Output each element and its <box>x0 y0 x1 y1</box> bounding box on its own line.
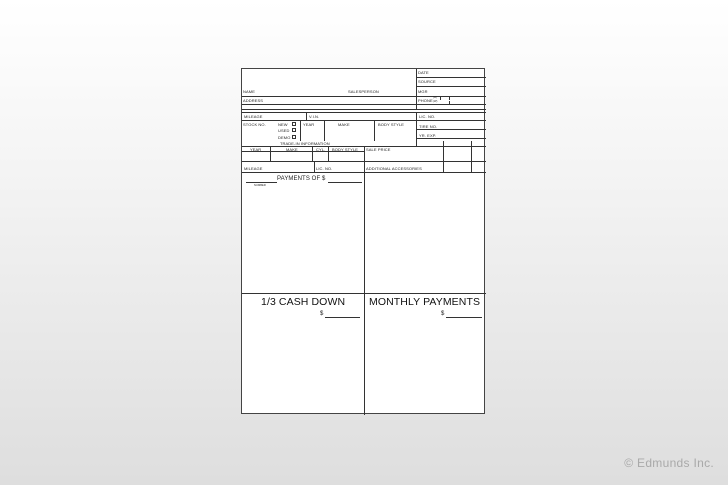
yr-exp-label: YR. EXP. <box>419 133 437 138</box>
rule-payments-split <box>242 293 486 294</box>
stock-no-label: STOCK NO. <box>243 122 266 127</box>
monthly-payments-title: MONTHLY PAYMENTS <box>369 296 481 308</box>
monthly-underline <box>446 317 482 318</box>
ti-body-style-label: BODY STYLE <box>332 147 359 152</box>
rule-date <box>416 77 486 78</box>
body-style-label: BODY STYLE <box>378 122 405 127</box>
used-checkbox[interactable] <box>292 128 296 132</box>
new-label: NEW <box>278 122 288 127</box>
address-label: ADDRESS <box>243 98 264 103</box>
year-label: YEAR <box>303 122 315 127</box>
number-label: NUMBER <box>254 184 266 187</box>
phone-label: PHONE <box>418 98 433 103</box>
ti-year-label: YEAR <box>250 147 262 152</box>
mgr-label: MGR <box>418 89 428 94</box>
tire-no-label: TIRE NO. <box>419 124 438 129</box>
demo-label: DEMO <box>278 135 291 140</box>
div-ti-make-cyl <box>312 146 313 161</box>
name-label: NAME <box>243 89 255 94</box>
source-label: SOURCE <box>418 79 436 84</box>
additional-accessories-label: ADDITIONAL ACCESSORIES <box>366 166 422 171</box>
phone-tick-3 <box>449 101 450 104</box>
salesperson-label: SALESPERSON <box>348 89 379 94</box>
payments-of-underline <box>328 182 362 183</box>
trade-in-title: TRADE-IN INFORMATION <box>280 141 330 146</box>
ti-lic-no-label: LIC. NO. <box>316 166 333 171</box>
rule-mileage <box>242 120 486 121</box>
div-ti-right-2 <box>471 141 472 173</box>
sale-price-label: SALE PRICE <box>366 147 391 152</box>
copyright-watermark: © Edmunds Inc. <box>624 456 714 470</box>
div-stock-year <box>300 120 301 141</box>
div-ti-mileage-lic <box>314 161 315 172</box>
cash-down-underline <box>325 317 360 318</box>
new-checkbox[interactable] <box>292 122 296 126</box>
phone-home-label: (H) <box>433 96 437 99</box>
payments-of-label: PAYMENTS OF $ <box>277 176 326 182</box>
rule-header-bottom <box>242 109 486 110</box>
rule-tire-no <box>416 129 486 130</box>
ti-cyl-label: CYL. <box>316 147 326 152</box>
div-make-body <box>374 120 375 141</box>
rule-source <box>416 86 486 87</box>
div-year-make <box>324 120 325 141</box>
demo-checkbox[interactable] <box>292 135 296 139</box>
div-ti-cyl-body <box>328 146 329 161</box>
ti-mileage-label: MILEAGE <box>244 166 263 171</box>
div-ti-year-make <box>270 146 271 161</box>
cash-down-title: 1/3 CASH DOWN <box>261 296 346 308</box>
phone-tick-2 <box>449 97 450 100</box>
vin-label: V.I.N. <box>309 114 320 119</box>
div-mileage-vin <box>306 112 307 120</box>
rule-address <box>242 104 486 105</box>
lic-no-label: LIC. NO. <box>419 114 436 119</box>
monthly-dollar: $ <box>441 311 445 317</box>
used-label: USED <box>278 128 290 133</box>
make-label: MAKE <box>338 122 350 127</box>
dealer-worksheet-form <box>241 68 485 414</box>
rule-vehicle-top <box>242 112 486 113</box>
div-ti-center <box>364 146 365 173</box>
phone-work-label: (W) <box>433 100 438 103</box>
date-label: DATE <box>418 70 429 75</box>
mileage-label: MILEAGE <box>244 114 263 119</box>
number-underline <box>246 182 277 183</box>
phone-tick-1 <box>440 97 441 100</box>
cash-down-dollar: $ <box>320 311 324 317</box>
rule-yr-exp <box>416 138 486 139</box>
ti-make-label: MAKE <box>286 147 298 152</box>
div-ti-right-1 <box>443 141 444 173</box>
